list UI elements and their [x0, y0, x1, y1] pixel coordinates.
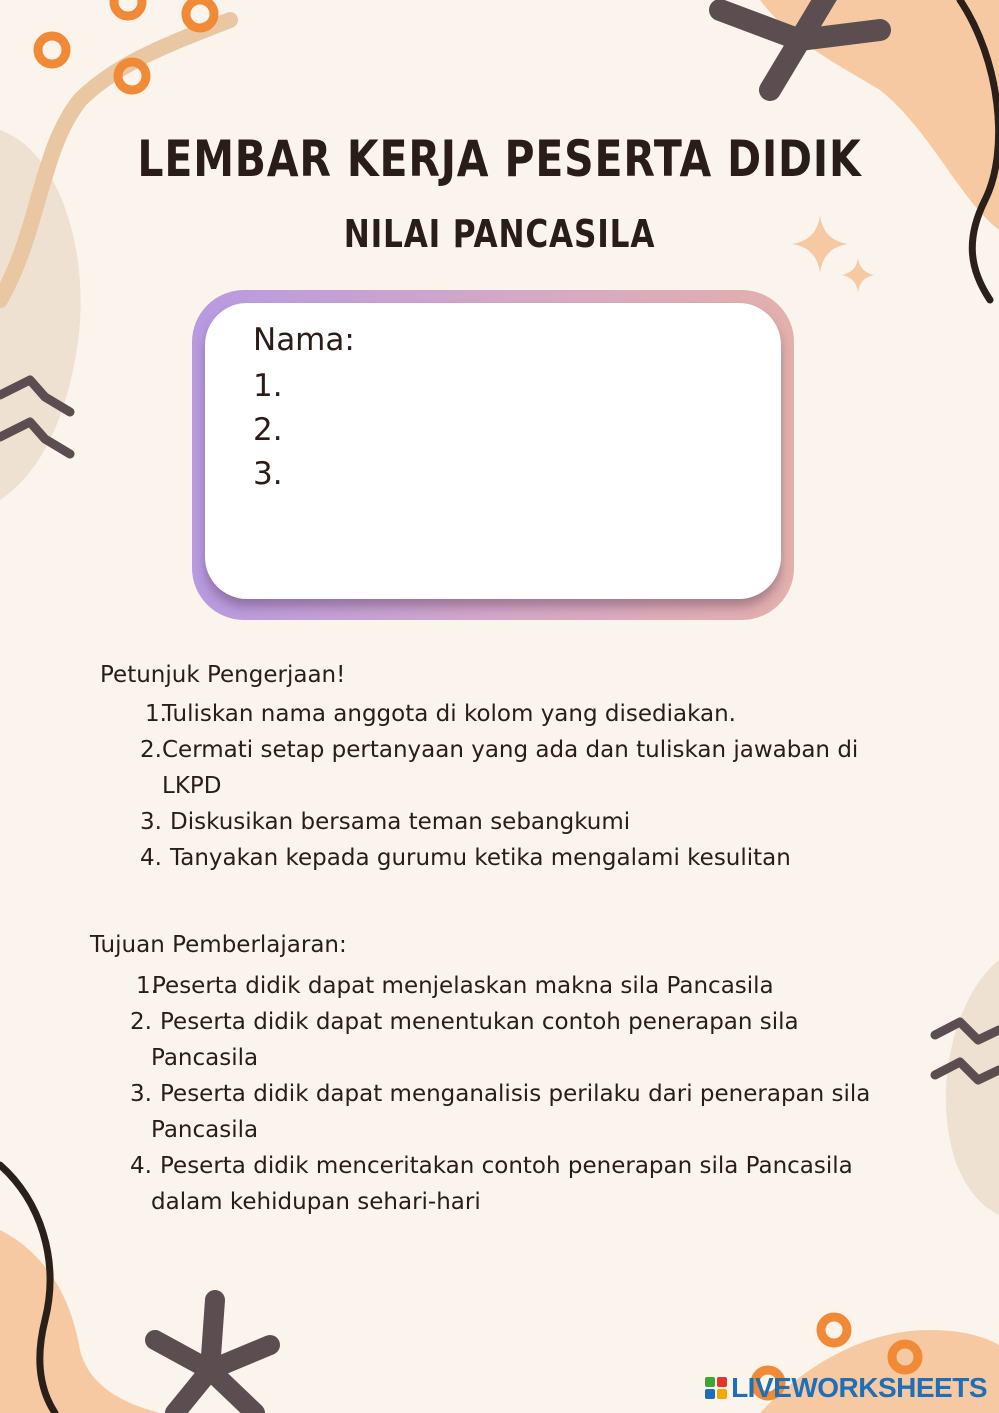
instruction-item [140, 840, 900, 876]
objective-number: 1. [136, 973, 158, 999]
objective-number: 2. [130, 1009, 152, 1035]
objective-text: Peserta didik dapat menentukan contoh penerapan sila [160, 1009, 799, 1035]
instruction-text: Tanyakan kepada gurumu ketika mengalami kesulitan [170, 845, 791, 871]
instruction-item [140, 696, 900, 732]
objective-text: Peserta didik dapat menjelaskan makna sila Pancasila [152, 973, 774, 999]
liveworksheets-logo-icon [705, 1377, 727, 1399]
bottom-left-blob [0, 1230, 160, 1413]
objective-text-continued: Pancasila [151, 1045, 259, 1071]
instruction-number: 4. [140, 845, 162, 871]
orange-ring [821, 1317, 847, 1343]
name-list [253, 364, 283, 496]
objective-number: 4. [130, 1153, 152, 1179]
watermark-text: LIVEWORKSHEETS [731, 1372, 987, 1403]
objectives-heading: Tujuan Pemberlajaran: [90, 932, 347, 958]
name-line-2: 2. [253, 412, 283, 448]
page-title: LEMBAR KERJA PESERTA DIDIK [137, 130, 862, 188]
instructions-heading: Petunjuk Pengerjaan! [100, 662, 346, 688]
orange-ring [118, 62, 146, 90]
orange-ring [38, 36, 66, 64]
instruction-number: 1. [145, 701, 167, 727]
logo-square [717, 1377, 727, 1387]
sparkle-icon [842, 258, 874, 292]
logo-square [705, 1389, 715, 1399]
instruction-text: Diskusikan bersama teman sebangkumi [170, 809, 631, 835]
objective-text: Peserta didik menceritakan contoh penerapan sila Pancasila [160, 1153, 853, 1179]
logo-square [717, 1389, 727, 1399]
logo-square [705, 1377, 715, 1387]
objective-item [130, 968, 930, 1004]
liveworksheets-watermark[interactable] [705, 1372, 987, 1404]
instruction-text: Tuliskan nama anggota di kolom yang disediakan. [162, 701, 736, 727]
bottom-left-star [155, 1300, 270, 1413]
orange-ring [114, 0, 142, 16]
instruction-item [140, 732, 900, 804]
objective-text-continued: dalam kehidupan sehari-hari [151, 1189, 481, 1215]
instruction-text-continued: LKPD [162, 773, 222, 799]
name-label: Nama: [253, 322, 355, 358]
objectives-list [130, 968, 930, 1220]
instruction-text: Cermati setap pertanyaan yang ada dan tuliskan jawaban di [162, 737, 859, 763]
right-blob [946, 960, 999, 1215]
objective-item [130, 1004, 930, 1076]
objective-number: 3. [130, 1081, 152, 1107]
instruction-number: 3. [140, 809, 162, 835]
orange-ring [186, 0, 214, 28]
name-line-1: 1. [253, 368, 283, 404]
instruction-item [140, 804, 900, 840]
instructions-list [140, 696, 900, 876]
objective-item [130, 1076, 930, 1148]
instruction-number: 2. [140, 737, 162, 763]
objective-item [130, 1148, 930, 1220]
objective-text-continued: Pancasila [151, 1117, 259, 1143]
name-line-3: 3. [253, 456, 283, 492]
page-subtitle: NILAI PANCASILA [343, 212, 656, 256]
objective-text: Peserta didik dapat menganalisis perilaku dari penerapan sila [160, 1081, 871, 1107]
